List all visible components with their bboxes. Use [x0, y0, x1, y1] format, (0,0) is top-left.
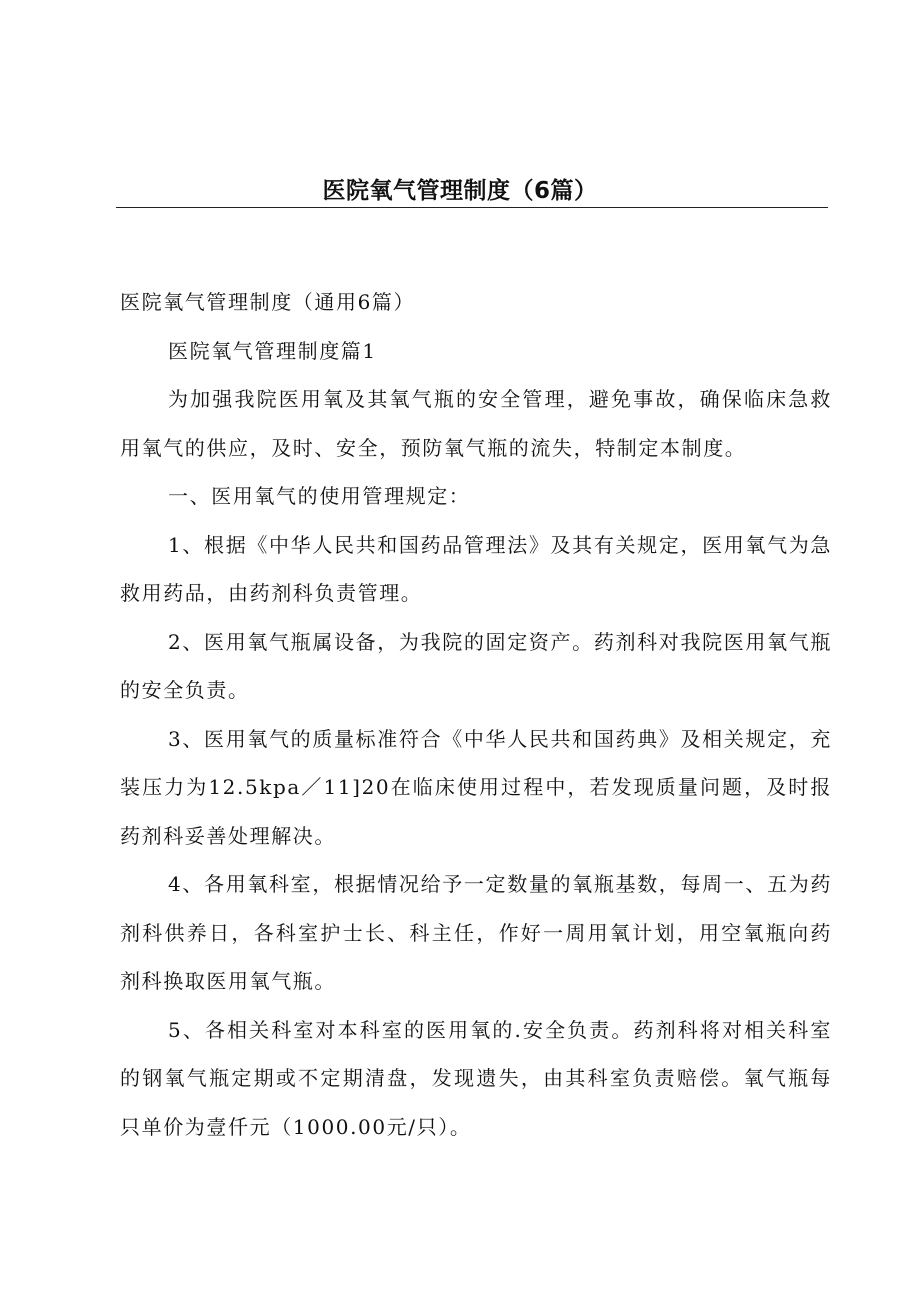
title-divider — [116, 207, 828, 208]
paragraph-intro: 为加强我院医用氧及其氧气瓶的安全管理，避免事故，确保临床急救用氧气的供应，及时、安全，预防氧气瓶的流失，特制定本制度。 — [120, 387, 832, 460]
paragraph-rule-5: 5、各相关科室对本科室的医用氧的.安全负责。药剂科将对相关科室的钢氧气瓶定期或不定期清盘，发现遗失，由其科室负责赔偿。氧气瓶每只单价为壹仟元（1000.00元/只）。 — [120, 1017, 832, 1139]
paragraph-rule-2: 2、医用氧气瓶属设备，为我院的固定资产。药剂科对我院医用氧气瓶的安全负责。 — [120, 629, 832, 702]
section-heading: 医院氧气管理制度篇1 — [168, 338, 377, 363]
paragraph-rule-4: 4、各用氧科室，根据情况给予一定数量的氧瓶基数，每周一、五为药剂科供养日，各科室护士长、科主任，作好一周用氧计划，用空氧瓶向药剂科换取医用氧气瓶。 — [120, 872, 832, 993]
paragraph-rule-3: 3、医用氧气的质量标准符合《中华人民共和国药典》及相关规定，充装压力为12.5kpa／11]20在临床使用过程中，若发现质量问题，及时报药剂科妥善处理解决。 — [120, 726, 832, 848]
document-body — [120, 278, 832, 1151]
paragraph-heading-usage-rules: 一、医用氧气的使用管理规定： — [168, 484, 471, 508]
document-title: 医院氧气管理制度（6篇） — [322, 178, 598, 204]
document-subtitle: 医院氧气管理制度（通用6篇） — [120, 290, 416, 314]
paragraph-rule-1: 1、根据《中华人民共和国药品管理法》及其有关规定，医用氧气为急救用药品，由药剂科负责管理。 — [120, 532, 832, 605]
